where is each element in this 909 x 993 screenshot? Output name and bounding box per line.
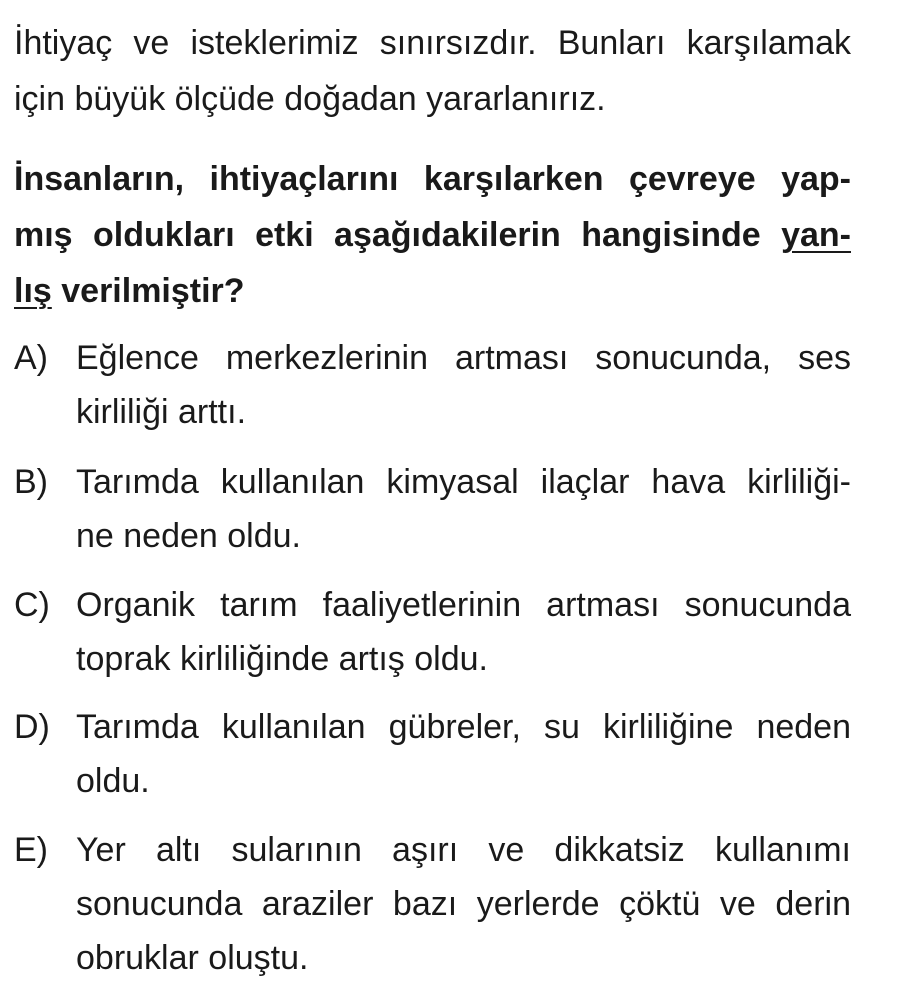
question-emphasis-part-1: yan- — [781, 216, 851, 254]
option-d-letter[interactable]: D) — [14, 708, 50, 746]
option-a-line-2[interactable]: kirliliği arttı. — [76, 393, 247, 431]
question-emphasis-part-2: lış — [14, 272, 52, 310]
option-c-line-1[interactable]: Organik tarım faaliyetlerinin artması sonucunda — [76, 586, 851, 624]
option-d-line-1[interactable]: Tarımda kullanılan gübreler, su kirliliğine neden — [76, 708, 851, 746]
option-b-line-1[interactable]: Tarımda kullanılan kimyasal ilaçlar hava kirliliği- — [76, 463, 851, 501]
option-d-line-2[interactable]: oldu. — [76, 762, 150, 800]
question-line-2-text: mış oldukları etki aşağıdakilerin hangisinde — [14, 216, 782, 254]
question-line-3 — [14, 271, 851, 311]
intro-line-2: için büyük ölçüde doğadan yararlanırız. — [14, 80, 606, 118]
option-e-letter[interactable]: E) — [14, 831, 48, 869]
option-a-letter[interactable]: A) — [14, 339, 48, 377]
question-line-3-text: verilmiştir? — [51, 272, 245, 310]
option-c-line-2[interactable]: toprak kirliliğinde artış oldu. — [76, 640, 488, 678]
option-a-line-1[interactable]: Eğlence merkezlerinin artması sonucunda, ses — [76, 339, 851, 377]
question-line-2 — [14, 215, 851, 255]
option-b-line-2[interactable]: ne neden oldu. — [76, 517, 301, 555]
option-b-letter[interactable]: B) — [14, 463, 48, 501]
option-c-letter[interactable]: C) — [14, 586, 50, 624]
option-e-line-2[interactable]: sonucunda araziler bazı yerlerde çöktü ve derin — [76, 885, 851, 923]
option-e-line-1[interactable]: Yer altı sularının aşırı ve dikkatsiz kullanımı — [76, 831, 851, 869]
option-e-line-3[interactable]: obruklar oluştu. — [76, 939, 309, 977]
question-line-1: İnsanların, ihtiyaçlarını karşılarken çevreye yap- — [14, 160, 851, 198]
intro-line-1: İhtiyaç ve isteklerimiz sınırsızdır. Bunları karşılamak — [14, 24, 851, 62]
